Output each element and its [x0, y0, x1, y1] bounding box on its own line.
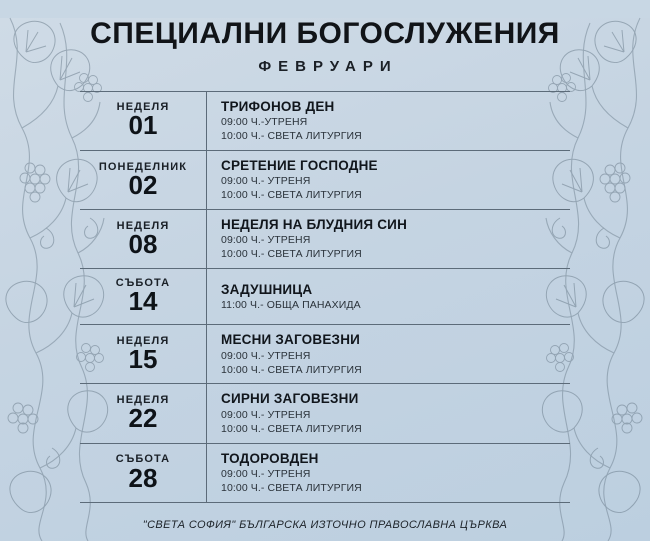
- table-row: [80, 92, 570, 151]
- event-time: 09:00 Ч.- УТРЕНЯ: [221, 234, 311, 247]
- event-time: 10:00 Ч.- СВЕТА ЛИТУРГИЯ: [221, 248, 362, 261]
- schedule-table: [80, 91, 570, 503]
- event-cell: [207, 384, 570, 442]
- day-cell: [80, 444, 207, 502]
- event-times: [221, 116, 564, 144]
- day-number: 22: [128, 403, 158, 434]
- poster-content: [0, 18, 650, 531]
- day-number: 28: [128, 462, 158, 493]
- day-cell: [80, 151, 207, 209]
- page-title: СПЕЦИАЛНИ БОГОСЛУЖЕНИЯ: [90, 17, 560, 50]
- event-name: ТРИФОНОВ ДЕН: [221, 98, 335, 114]
- day-number: 02: [128, 169, 158, 200]
- event-time: 10:00 Ч.- СВЕТА ЛИТУРГИЯ: [221, 129, 362, 142]
- event-times: [221, 299, 564, 313]
- event-times: [221, 175, 564, 203]
- event-name: ТОДОРОВДЕН: [221, 450, 319, 466]
- day-name: НЕДЕЛЯ: [116, 394, 170, 407]
- month-subtitle: ФЕВРУАРИ: [258, 57, 398, 75]
- day-name: НЕДЕЛЯ: [116, 335, 170, 348]
- event-cell: [207, 444, 570, 502]
- event-name: ЗАДУШНИЦА: [221, 281, 313, 297]
- table-row: [80, 151, 570, 210]
- event-times: [221, 234, 564, 262]
- day-number: 15: [128, 344, 158, 375]
- event-time: 09:00 Ч.- УТРЕНЯ: [221, 468, 311, 481]
- day-cell: [80, 384, 207, 442]
- day-number: 01: [128, 110, 158, 141]
- event-time: 10:00 Ч.- СВЕТА ЛИТУРГИЯ: [221, 422, 362, 435]
- event-time: 11:00 Ч.- ОБЩА ПАНАХИДА: [221, 299, 361, 312]
- table-row: [80, 325, 570, 384]
- day-cell: [80, 269, 207, 324]
- event-time: 09:00 Ч.-УТРЕНЯ: [221, 116, 308, 129]
- event-name: СИРНИ ЗАГОВЕЗНИ: [221, 391, 359, 407]
- day-name: СЪБОТА: [115, 277, 171, 290]
- day-number: 08: [128, 228, 158, 259]
- event-name: МЕСНИ ЗАГОВЕЗНИ: [221, 332, 361, 348]
- event-cell: [207, 92, 570, 150]
- day-cell: [80, 92, 207, 150]
- table-row: [80, 384, 570, 443]
- day-name: НЕДЕЛЯ: [116, 101, 170, 114]
- church-name-footer: "СВЕТА СОФИЯ" БЪЛГАРСКА ИЗТОЧНО ПРАВОСЛАВНА ЦЪРКВА: [142, 518, 508, 531]
- table-row: [80, 269, 570, 325]
- event-time: 10:00 Ч.- СВЕТА ЛИТУРГИЯ: [221, 482, 362, 495]
- day-name: СЪБОТА: [115, 453, 171, 466]
- day-cell: [80, 210, 207, 268]
- event-time: 09:00 Ч.- УТРЕНЯ: [221, 408, 311, 421]
- table-row: [80, 210, 570, 269]
- event-time: 09:00 Ч.- УТРЕНЯ: [221, 175, 311, 188]
- service-schedule-poster: [0, 18, 650, 541]
- event-cell: [207, 269, 570, 324]
- event-times: [221, 409, 564, 437]
- event-time: 09:00 Ч.- УТРЕНЯ: [221, 349, 311, 362]
- table-row: [80, 444, 570, 503]
- day-name: ПОНЕДЕЛНИК: [98, 160, 188, 173]
- event-times: [221, 468, 564, 496]
- day-cell: [80, 325, 207, 383]
- event-cell: [207, 210, 570, 268]
- event-name: НЕДЕЛЯ НА БЛУДНИЯ СИН: [221, 216, 408, 232]
- event-time: 10:00 Ч.- СВЕТА ЛИТУРГИЯ: [221, 363, 362, 376]
- event-time: 10:00 Ч.- СВЕТА ЛИТУРГИЯ: [221, 189, 362, 202]
- day-name: НЕДЕЛЯ: [116, 219, 170, 232]
- event-times: [221, 350, 564, 378]
- event-cell: [207, 151, 570, 209]
- event-name: СРЕТЕНИЕ ГОСПОДНЕ: [221, 157, 378, 173]
- event-cell: [207, 325, 570, 383]
- day-number: 14: [128, 286, 158, 317]
